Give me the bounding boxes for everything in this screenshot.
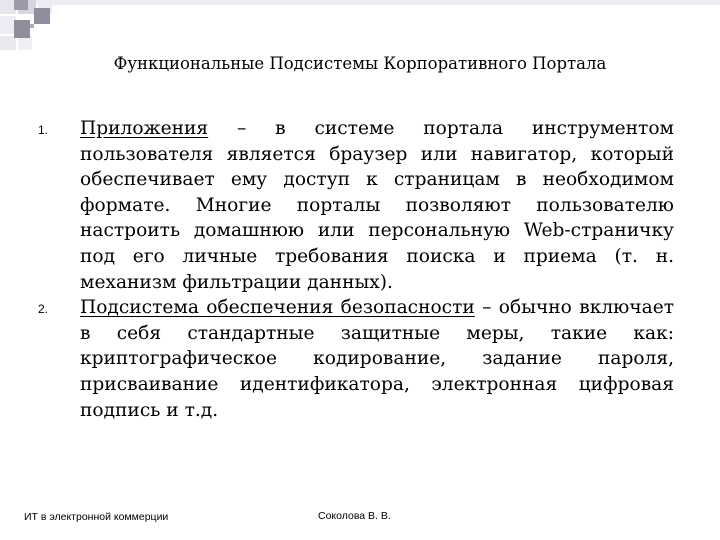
item-text: – обычно включает в себя стандартные защитные меры, такие как: криптографическое кодирование, задание пароля, присваивание идентификатора, электронная цифровая подпись и т.д. (80, 297, 675, 421)
list-item (38, 116, 674, 295)
footer-course-name: ИТ в электронной коммерции (24, 511, 169, 523)
list-number: 2. (38, 302, 49, 317)
term-security-subsystem: Подсистема обеспечения безопасности (80, 297, 475, 319)
decorative-squares (0, 0, 720, 60)
list-item (38, 295, 674, 423)
item-text: – в системе портала инструментом пользователя является браузер или навигатор, который обеспечивает ему доступ к страницам в необходимом формате. Многие порталы позволяют пользователю настроить домашнюю или персональную Web-страничку под его личные требования поиска и приема (т. н. механизм фильтрации данных). (80, 118, 674, 293)
term-applications: Приложения (80, 118, 209, 139)
list-number: 1. (38, 123, 49, 137)
footer-author: Соколова В. В. (318, 510, 391, 522)
slide-title: Функциональные Подсистемы Корпоративного Портала (113, 54, 607, 73)
content-list (38, 116, 674, 423)
